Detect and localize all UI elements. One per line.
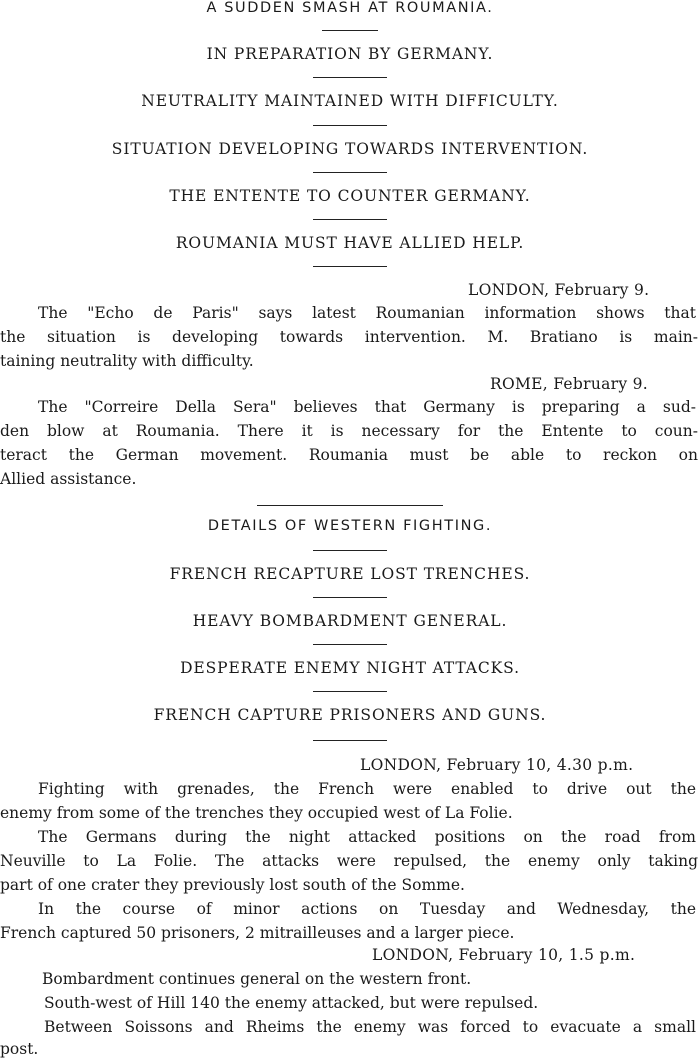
body-line: part of one crater they previously lost south of the Somme. bbox=[0, 876, 465, 894]
body-line: In the course of minor actions on Tuesday and Wednesday, the bbox=[38, 900, 696, 918]
subheadline: THE ENTENTE TO COUNTER GERMANY. bbox=[169, 187, 531, 205]
body-line: den blow at Roumania. There it is necessary for the Entente to coun- bbox=[0, 422, 698, 440]
dateline: LONDON, February 10, 4.30 p.m. bbox=[360, 756, 634, 774]
subheadline: NEUTRALITY MAINTAINED WITH DIFFICULTY. bbox=[141, 92, 559, 110]
divider-rule bbox=[313, 219, 387, 220]
body-line: enemy from some of the trenches they occupied west of La Folie. bbox=[0, 804, 513, 822]
divider-rule bbox=[313, 597, 387, 598]
subheadline: DESPERATE ENEMY NIGHT ATTACKS. bbox=[180, 659, 520, 677]
divider-rule bbox=[313, 266, 387, 267]
body-line: South-west of Hill 140 the enemy attacked, but were repulsed. bbox=[44, 994, 539, 1012]
body-line: teract the German movement. Roumania must be able to reckon on bbox=[0, 446, 698, 464]
body-line: The "Correire Della Sera" believes that Germany is preparing a sud- bbox=[38, 398, 696, 416]
body-line: The Germans during the night attacked positions on the road from bbox=[38, 828, 696, 846]
body-line: Fighting with grenades, the French were enabled to drive out the bbox=[38, 780, 696, 798]
body-line: Allied assistance. bbox=[0, 470, 137, 488]
divider-rule bbox=[313, 77, 387, 78]
subheadline: FRENCH RECAPTURE LOST TRENCHES. bbox=[169, 565, 531, 583]
body-line: Between Soissons and Rheims the enemy was forced to evacuate a small bbox=[44, 1018, 696, 1036]
subheadline: SITUATION DEVELOPING TOWARDS INTERVENTION. bbox=[111, 140, 589, 158]
divider-rule bbox=[313, 644, 387, 645]
divider-rule bbox=[322, 30, 378, 31]
subheadline: FRENCH CAPTURE PRISONERS AND GUNS. bbox=[153, 706, 547, 724]
headline-main: DETAILS OF WESTERN FIGHTING. bbox=[207, 518, 493, 534]
dateline: LONDON, February 9. bbox=[468, 281, 650, 299]
divider-rule bbox=[313, 172, 387, 173]
divider-rule bbox=[313, 691, 387, 692]
headline-main: A SUDDEN SMASH AT ROUMANIA. bbox=[206, 0, 494, 16]
divider-rule bbox=[313, 550, 387, 551]
section-divider bbox=[257, 505, 443, 506]
body-line: post. bbox=[0, 1040, 39, 1058]
subheadline: HEAVY BOMBARDMENT GENERAL. bbox=[192, 612, 508, 630]
divider-rule bbox=[313, 740, 387, 741]
subheadline: IN PREPARATION BY GERMANY. bbox=[206, 45, 494, 63]
body-line: the situation is developing towards intervention. M. Bratiano is main- bbox=[0, 328, 698, 346]
body-line: taining neutrality with difficulty. bbox=[0, 352, 254, 370]
dateline: ROME, February 9. bbox=[490, 375, 649, 393]
body-line: The "Echo de Paris" says latest Roumanian information shows that bbox=[38, 304, 696, 322]
body-line: French captured 50 prisoners, 2 mitrailleuses and a larger piece. bbox=[0, 924, 515, 942]
subheadline: ROUMANIA MUST HAVE ALLIED HELP. bbox=[175, 234, 525, 252]
body-line: Neuville to La Folie. The attacks were repulsed, the enemy only taking bbox=[0, 852, 698, 870]
divider-rule bbox=[313, 125, 387, 126]
dateline: LONDON, February 10, 1.5 p.m. bbox=[372, 946, 636, 964]
body-line: Bombardment continues general on the western front. bbox=[42, 970, 472, 988]
